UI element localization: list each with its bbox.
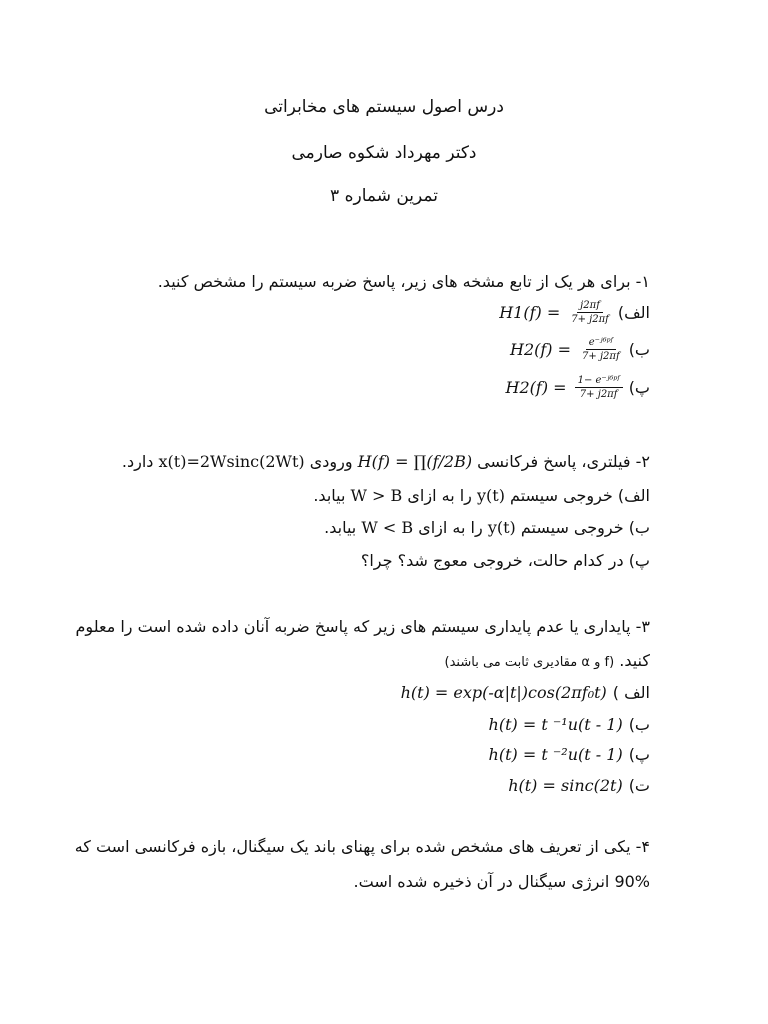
q1-part-b-lhs: H2(f) = <box>510 340 572 359</box>
q3-part-a-expr: h(t) = exp(-α|t|)cos(2πf₀t) <box>400 683 607 702</box>
q2-part-a-post: بیابد. <box>313 486 346 505</box>
q1-part-b-num: e⁻ʲ⁶ᵖᶠ <box>586 337 616 350</box>
q1-part-a-equation <box>499 300 612 325</box>
q1-part-a <box>499 300 650 325</box>
q1-part-c <box>506 375 650 400</box>
q3-line2 <box>445 651 650 670</box>
q2-part-a-pre: الف) خروجی سیستم <box>510 486 650 505</box>
q2-part-b-mid: را به ازای <box>418 518 483 537</box>
q2-prefix: ۲- فیلتری، پاسخ فرکانسی <box>477 452 650 471</box>
q3-part-b <box>489 715 650 734</box>
q4-line2: 90% انرژی سیگنال در آن ذخیره شده است. <box>353 872 650 891</box>
q3-part-b-label: ب) <box>628 715 650 734</box>
q3-line2-note: (f و α مقادیری ثابت می باشند) <box>444 655 615 670</box>
q2-part-a-mid: را به ازای <box>407 486 472 505</box>
q2-suffix: دارد. <box>121 452 154 471</box>
q1-part-c-num: 1− e⁻ʲ⁶ᵖᶠ <box>575 375 623 388</box>
q2-part-c: پ) در کدام حالت، خروجی معوج شد؟ چرا؟ <box>360 551 650 570</box>
q1-part-b <box>510 337 650 362</box>
q2-part-a-condition: W > B <box>350 486 403 505</box>
q3-part-c-expr: h(t) = t ⁻²u(t - 1) <box>488 745 623 764</box>
q2-part-b-pre: ب) خروجی سیستم <box>520 518 650 537</box>
q3-part-c <box>489 745 650 764</box>
q2-filter: H(f) = ∏(f/2B) <box>357 452 473 471</box>
q2-part-b-post: بیابد. <box>324 518 357 537</box>
q3-line1: ۳- پایداری یا عدم پایداری سیستم های زیر که پاسخ ضربه آنان داده شده است را معلوم <box>75 617 650 636</box>
q2-part-a <box>313 486 650 505</box>
q1-text: ۱- برای هر یک از تابع مشخه های زیر، پاسخ ضربه سیستم را مشخص کنید. <box>157 272 650 291</box>
q2-text <box>122 452 650 471</box>
q1-part-a-lhs: H1(f) = <box>499 303 561 322</box>
q1-part-b-fraction <box>579 337 623 362</box>
q2-input: x(t)=2Wsinc(2Wt) <box>158 452 305 471</box>
q3-part-d <box>508 776 650 795</box>
q1-part-c-lhs: H2(f) = <box>505 378 567 397</box>
q1-part-b-equation <box>510 337 623 362</box>
q1-part-c-equation <box>506 375 623 400</box>
q2-part-a-signal: y(t) <box>477 486 505 505</box>
assignment-title: تمرین شماره ۳ <box>330 186 438 206</box>
q3-part-b-expr: h(t) = t ⁻¹u(t - 1) <box>488 715 623 734</box>
q1-part-c-fraction <box>575 375 623 400</box>
q1-part-a-num: j2πf <box>577 300 603 313</box>
q1-part-a-label: الف) <box>617 303 650 322</box>
instructor-name: دکتر مهرداد شکوه صارمی <box>291 143 477 163</box>
q1-part-c-den: 7+ j2πf <box>579 389 618 400</box>
q2-part-b <box>324 518 650 537</box>
q3-line2-main: کنید. <box>619 651 650 670</box>
q4-line1: ۴- یکی از تعریف های مشخص شده برای پهنای باند یک سیگنال، بازه فرکانسی است که <box>74 837 650 856</box>
course-title: درس اصول سیستم های مخابراتی <box>264 97 504 117</box>
q1-part-b-den: 7+ j2πf <box>582 351 620 362</box>
q1-part-b-label: ب) <box>628 340 650 359</box>
q1-part-a-den: 7+ j2πf <box>571 314 609 325</box>
q3-part-c-label: پ) <box>628 745 650 764</box>
q1-part-c-label: پ) <box>628 378 650 397</box>
q1-part-a-fraction <box>568 300 612 325</box>
q2-part-b-condition: W < B <box>361 518 414 537</box>
q3-part-a-label: الف ) <box>612 683 650 702</box>
q3-part-d-expr: h(t) = sinc(2t) <box>508 776 623 795</box>
q2-middle: ورودی <box>309 452 353 471</box>
q2-part-b-signal: y(t) <box>487 518 516 537</box>
q3-part-a <box>401 683 650 702</box>
q3-part-d-label: ت) <box>628 776 650 795</box>
